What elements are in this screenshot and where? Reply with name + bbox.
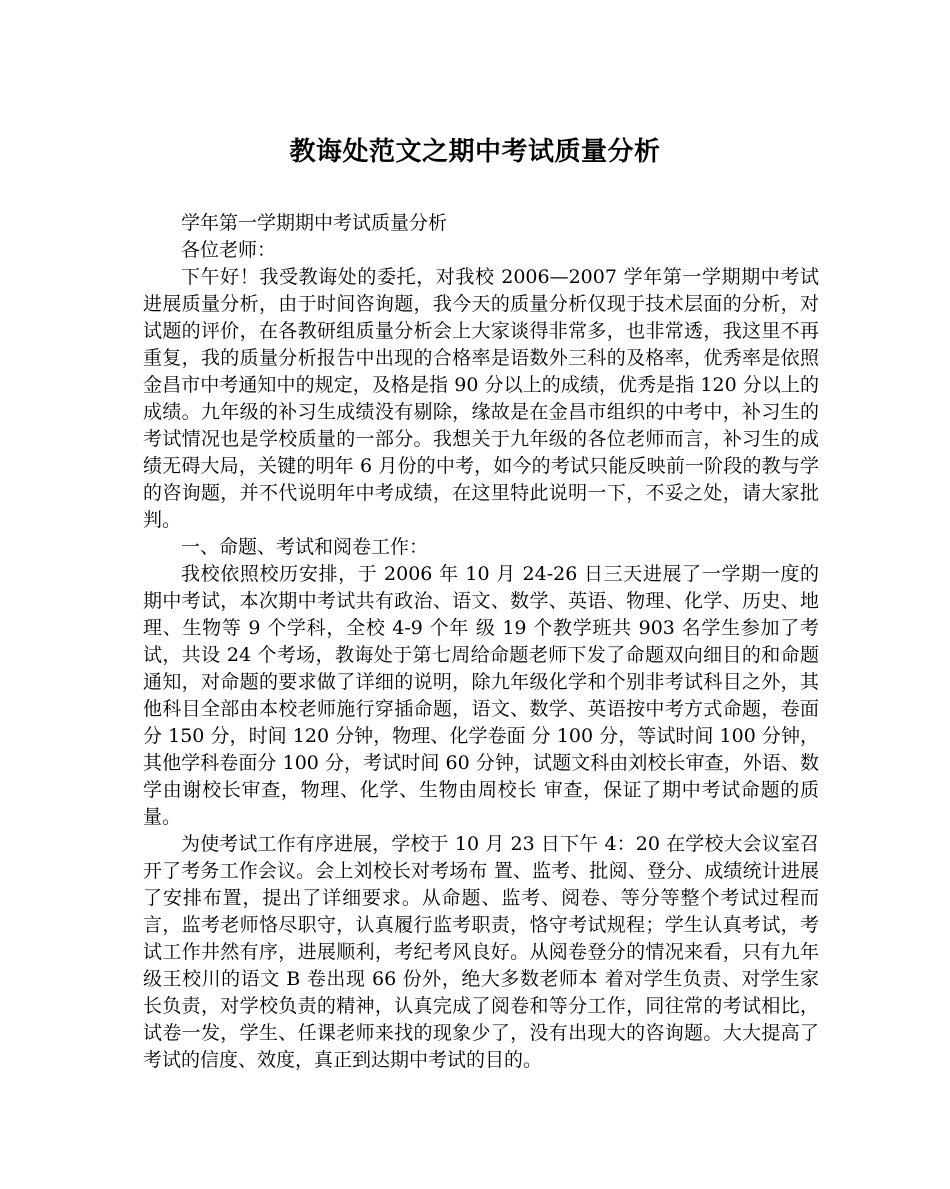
document-body xyxy=(143,210,819,1074)
exam-organization-paragraph: 为使考试工作有序进展，学校于 10 月 23 日下午 4：20 在学校大会议室召开了考务工作会议。会上刘校长对考场布 置、监考、批阅、登分、成绩统计进展了安排布置，提出了详细要求。从命题、监考、阅卷、等分等整个考试过程而言，监考老师恪尽职守，认真履行监考职责，恪守考试规程；学生认真考试，考试工作井然有序，进展顺利，考纪考风良好。从阅卷登分的情况来看，只有九年级王校川的语文 B 卷出现 66 份外，绝大多数老师本 着对学生负责、对学生家长负责，对学校负责的精神，认真完成了阅卷和等分工作，同往常的考试相比，试卷一发，学生、任课老师来找的现象少了，没有出现大的咨询题。大大提高了考试的信度、效度，真正到达期中考试的目的。 xyxy=(143,833,819,1071)
section-heading: 一、命题、考试和阅卷工作： xyxy=(181,536,429,558)
document-title: 教诲处范文之期中考试质量分析 xyxy=(289,137,661,167)
exam-arrangement-paragraph: 我校依照校历安排，于 2006 年 10 月 24-26 日三天进展了一学期一度的期中考试，本次期中考试共有政治、语文、数学、英语、物理、化学、历史、地理、生物等 9 个学科，全校 4-9 个年 级 19 个教学班共 903 名学生参加了考试，共设 24 个考场，教诲处于第七周给命题老师下发了命题双向细目的和命题通知，对命题的要求做了详细的说明，除九年级化学和个别非考试科目之外，其他科目全部由本校老师施行穿插命题，语文、数学、英语按中考方式命题，卷面分 150 分，时间 120 分钟，物理、化学卷面 分 100 分，等试时间 100 分钟，其他学科卷面分 100 分，考试时间 60 分钟，试题文科由刘校长审查，外语、数学由谢校长审查，物理、化学、生物由周校长 审查，保证了期中考试命题的质量。 xyxy=(143,563,819,828)
subtitle-paragraph: 学年第一学期期中考试质量分析 xyxy=(181,212,448,234)
intro-paragraph: 下午好！我受教诲处的委托，对我校 2006—2007 学年第一学期期中考试进展质量分析，由于时间咨询题，我今天的质量分析仅现于技术层面的分析，对试题的评价，在各教研组质量分析会上大家谈得非常多，也非常透，我这里不再重复，我的质量分析报告中出现的合格率是语数外三科的及格率，优秀率是依照金昌市中考通知中的规定，及格是指 90 分以上的成绩，优秀是指 120 分以上的成绩。九年级的补习生成绩没有剔除，缘故是在金昌市组织的中考中，补习生的考试情况也是学校质量的一部分。我想关于九年级的各位老师而言，补习生的成绩无碍大局，关键的明年 6 月份的中考，如今的考试只能反映前一阶段的教与学的咨询题，并不代说明年中考成绩，在这里特此说明一下，不妥之处，请大家批判。 xyxy=(143,266,819,531)
greeting-paragraph: 各位老师： xyxy=(181,239,277,261)
